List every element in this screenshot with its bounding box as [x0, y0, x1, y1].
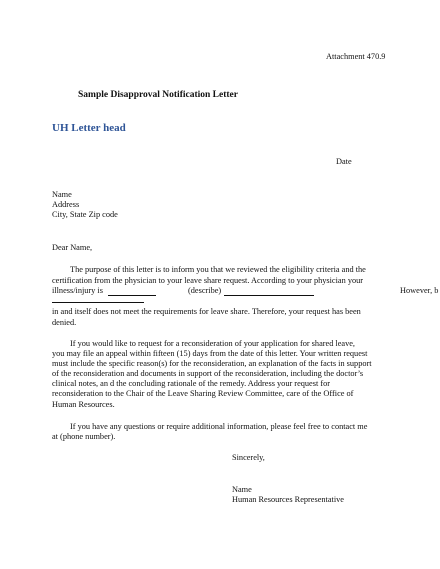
- recipient-name: Name: [52, 190, 72, 199]
- paragraph-2-line-6: reconsideration to the Chair of the Leave Sharing Review Committee, care of the Office of: [52, 389, 354, 398]
- closing: Sincerely,: [232, 453, 265, 462]
- attachment-number: Attachment 470.9: [326, 52, 386, 61]
- description-blank-line: [224, 286, 314, 296]
- paragraph-3-line-2: at (phone number).: [52, 432, 116, 441]
- continuation-blank-line: [52, 295, 144, 303]
- paragraph-1-line-1: The purpose of this letter is to inform you that we reviewed the eligibility criteria and the: [70, 265, 366, 274]
- paragraph-2-line-4: of the reconsideration and documents in support of the reconsideration, including the doctor’s: [52, 369, 364, 378]
- paragraph-1-line-3-start: illness/injury is: [52, 286, 103, 295]
- paragraph-1-line-5: denied.: [52, 318, 77, 327]
- paragraph-1-line-2: certification from the physician to your leave share request. According to your physician your: [52, 276, 364, 285]
- paragraph-3-line-1: If you have any questions or require additional information, please feel free to contact me: [70, 422, 368, 431]
- signature-name: Name: [232, 485, 252, 494]
- recipient-city: City, State Zip code: [52, 210, 118, 219]
- paragraph-2-line-5: clinical notes, an d the concluding rationale of the remedy. Address your request for: [52, 379, 331, 388]
- letterhead-placeholder: UH Letter head: [52, 122, 126, 134]
- document-title: Sample Disapproval Notification Letter: [78, 90, 238, 100]
- signature-title: Human Resources Representative: [232, 495, 344, 504]
- paragraph-2-line-7: Human Resources.: [52, 400, 115, 409]
- recipient-address: Address: [52, 200, 80, 209]
- paragraph-2-line-2: you may file an appeal within fifteen (15) days from the date of this letter. Your written request: [52, 349, 368, 358]
- paragraph-2-line-3: must include the specific reason(s) for the reconsideration, an explanation of the facts in support: [52, 359, 372, 368]
- paragraph-2-line-1: If you would like to request for a reconsideration of your application for shared leave,: [70, 339, 355, 348]
- paragraph-1-line-4: in and itself does not meet the requirements for leave share. Therefore, your request has been: [52, 307, 361, 316]
- salutation: Dear Name,: [52, 243, 93, 252]
- date-placeholder: Date: [336, 157, 352, 166]
- describe-label: (describe): [188, 286, 222, 295]
- paragraph-1-line-3-end: However, b: [400, 286, 439, 295]
